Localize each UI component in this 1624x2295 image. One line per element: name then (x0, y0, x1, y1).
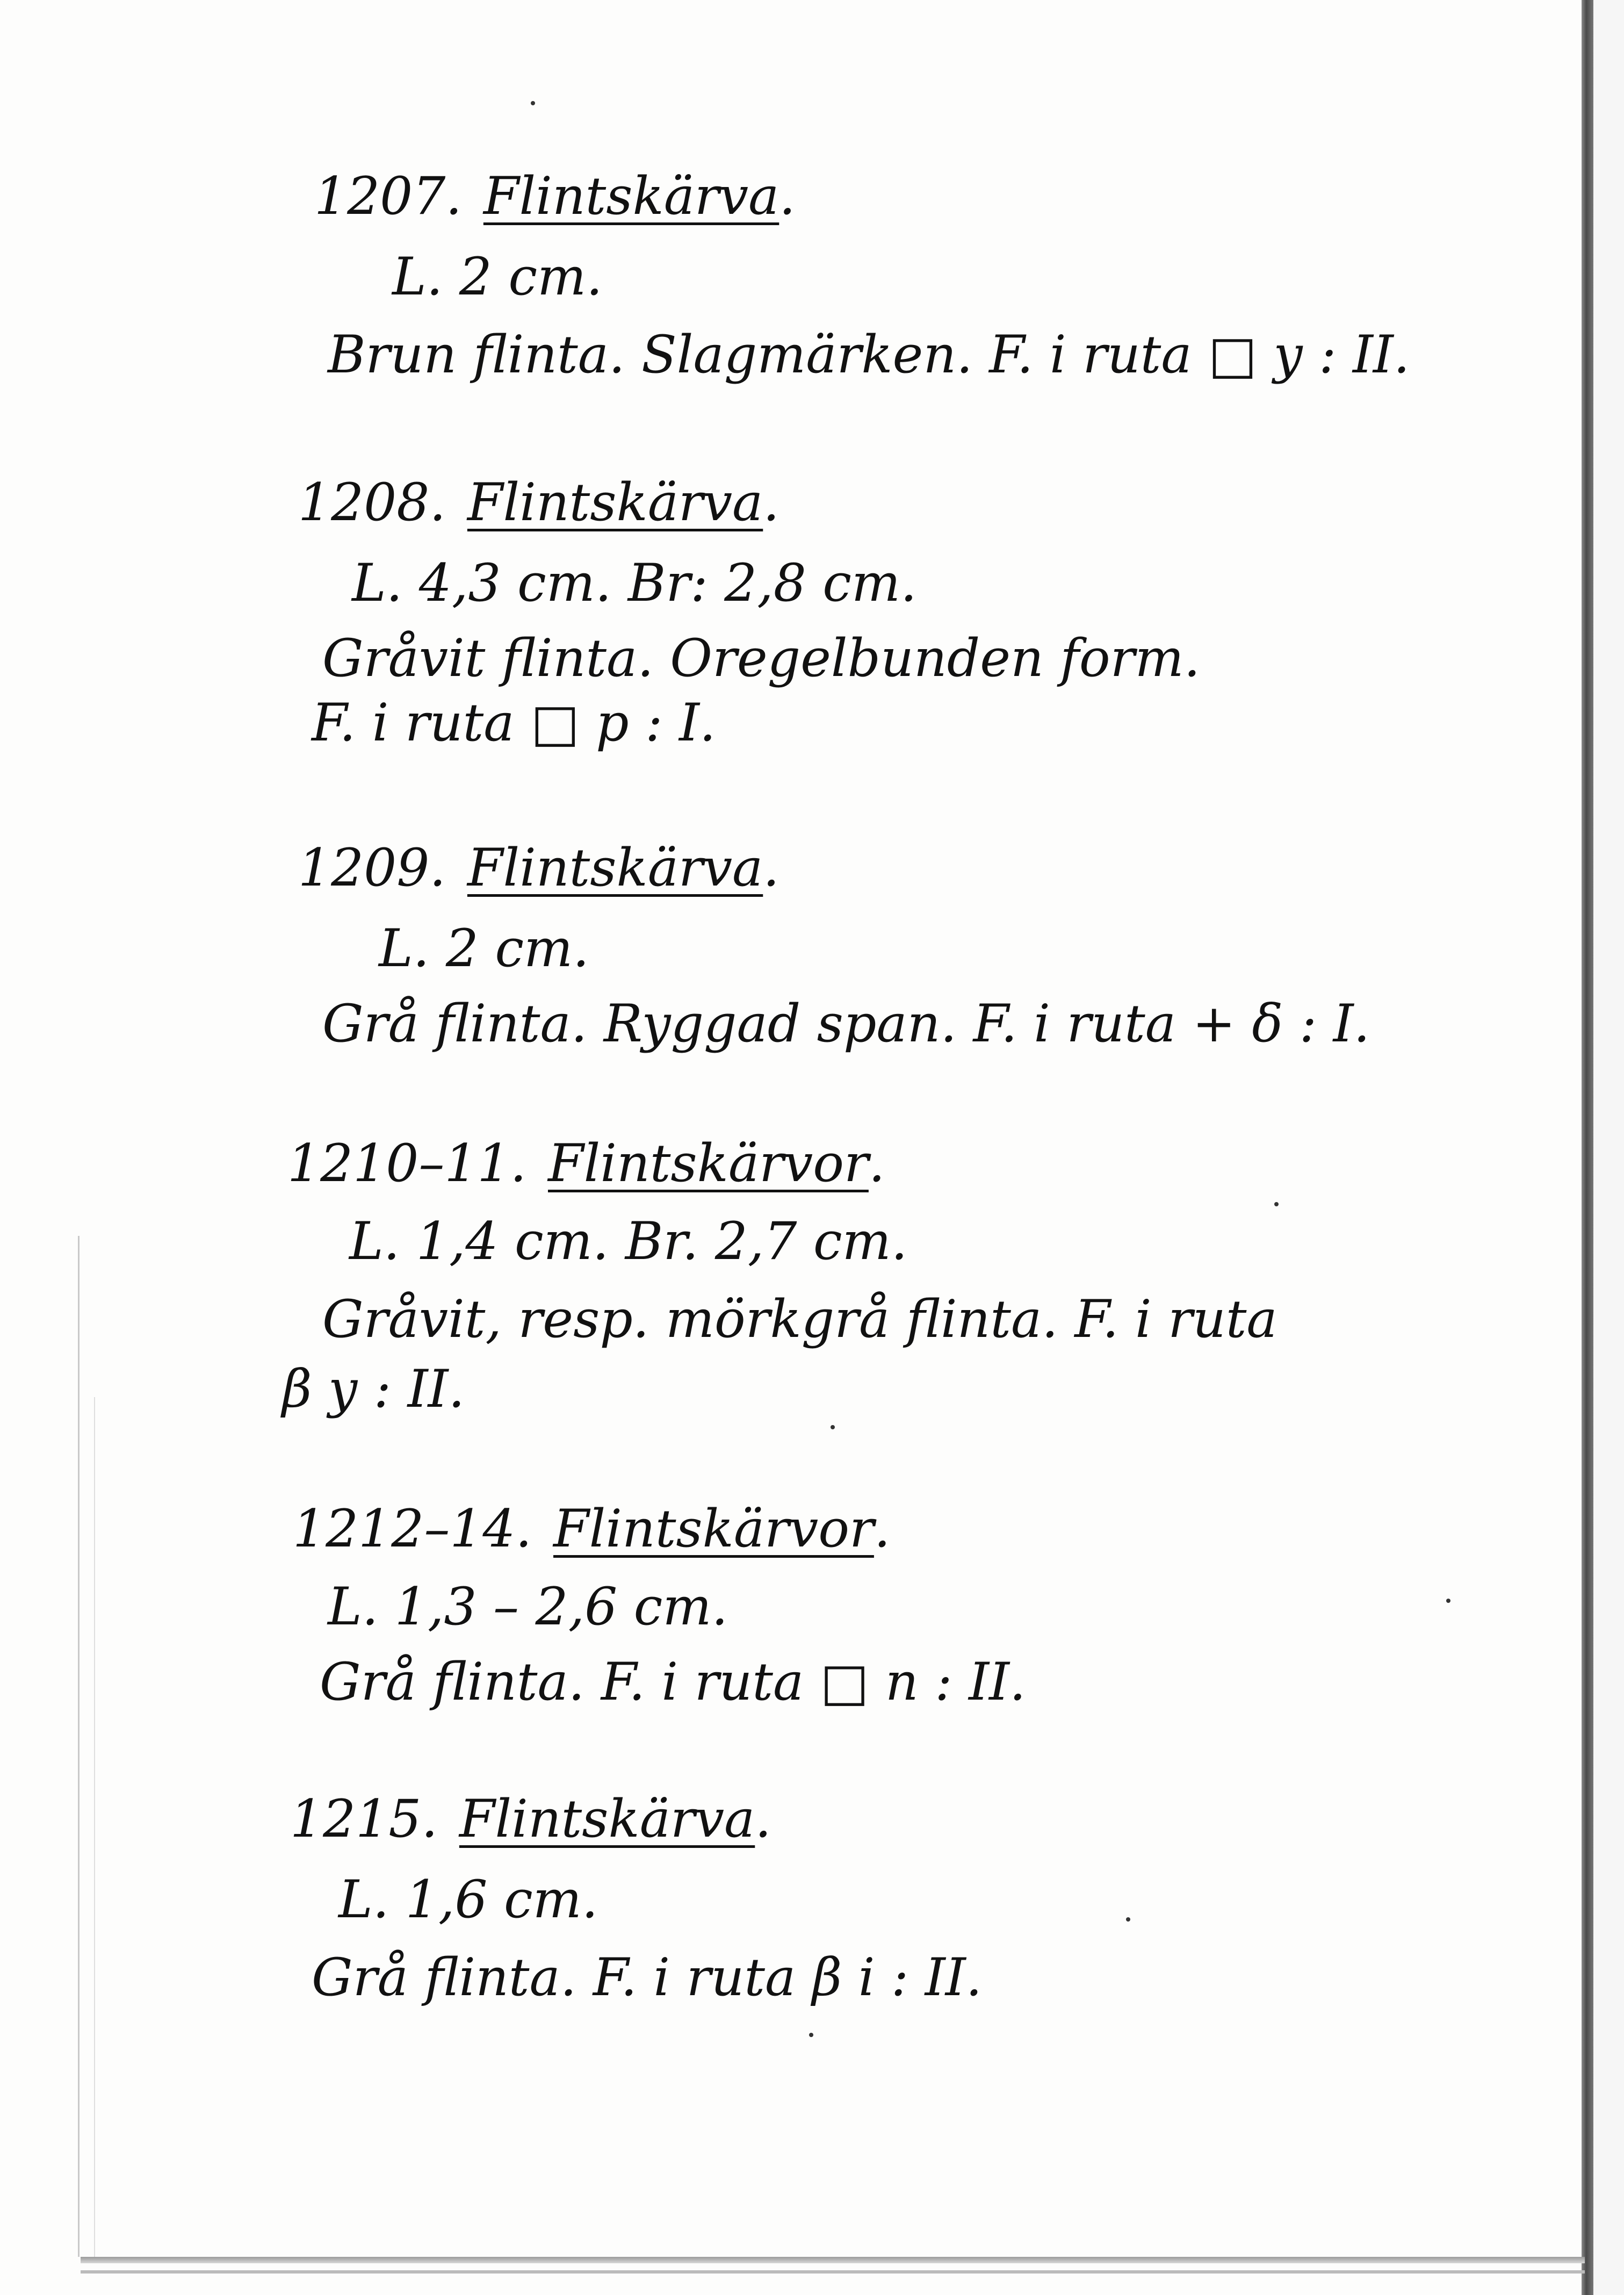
entry-number: 1212–14. (293, 1499, 532, 1559)
entry-number: 1215. (290, 1789, 438, 1849)
entry-heading: 1208. Flintskärva. (298, 472, 779, 533)
entry-number: 1209. (298, 838, 446, 898)
entry-heading: 1207. Flintskärva. (314, 166, 796, 226)
entry-measure: L. 2 cm. (392, 247, 603, 307)
bottom-page-edge-inner (81, 2270, 1585, 2274)
entry-measure: L. 1,6 cm. (338, 1869, 598, 1930)
entry-description: Grå flinta. F. i ruta □ n : II. (320, 1652, 1026, 1712)
entry-description: Grå flinta. F. i ruta β i : II. (312, 1947, 983, 2008)
ink-speck (1446, 1599, 1450, 1603)
page-margin-right (1593, 0, 1624, 2295)
entry-heading: 1209. Flintskärva. (298, 838, 779, 898)
entry-number: 1208. (298, 472, 446, 533)
entry-title: Flintskärvor (547, 1133, 869, 1193)
left-page-edge-inner (94, 1397, 95, 2257)
bottom-page-edge (81, 2257, 1585, 2263)
entry-title: Flintskärva (467, 472, 763, 533)
ink-speck (1274, 1202, 1279, 1206)
entry-title: Flintskärva (459, 1789, 755, 1849)
entry-heading: 1210–11. Flintskärvor. (287, 1133, 885, 1193)
entry-location: F. i ruta □ p : I. (312, 693, 716, 753)
entry-description: Gråvit flinta. Oregelbunden form. (322, 628, 1201, 688)
entry-heading: 1212–14. Flintskärvor. (293, 1499, 891, 1559)
entry-measure: L. 1,3 – 2,6 cm. (328, 1577, 728, 1637)
ink-speck (809, 2033, 813, 2037)
entry-number: 1207. (314, 166, 462, 226)
entry-description: Grå flinta. Ryggad span. F. i ruta + δ : I. (322, 994, 1370, 1054)
ink-speck (531, 101, 535, 105)
entry-measure: L. 1,4 cm. Br. 2,7 cm. (349, 1211, 908, 1271)
entry-location: β y : II. (282, 1359, 465, 1419)
entry-description: Gråvit, resp. mörkgrå flinta. F. i ruta (322, 1289, 1277, 1349)
entry-measure: L. 2 cm. (379, 918, 589, 979)
entry-title: Flintskärva (483, 166, 779, 226)
left-page-edge (78, 1236, 80, 2257)
entry-title: Flintskärva (467, 838, 763, 898)
ink-speck (1126, 1917, 1130, 1922)
binding-edge (1582, 0, 1593, 2295)
entry-measure: L. 4,3 cm. Br: 2,8 cm. (352, 553, 917, 613)
ink-speck (831, 1425, 835, 1429)
entry-description: Brun flinta. Slagmärken. F. i ruta □ y : II. (328, 325, 1410, 385)
entry-heading: 1215. Flintskärva. (290, 1789, 771, 1849)
entry-number: 1210–11. (287, 1133, 526, 1193)
entry-title: Flintskärvor (553, 1499, 874, 1559)
